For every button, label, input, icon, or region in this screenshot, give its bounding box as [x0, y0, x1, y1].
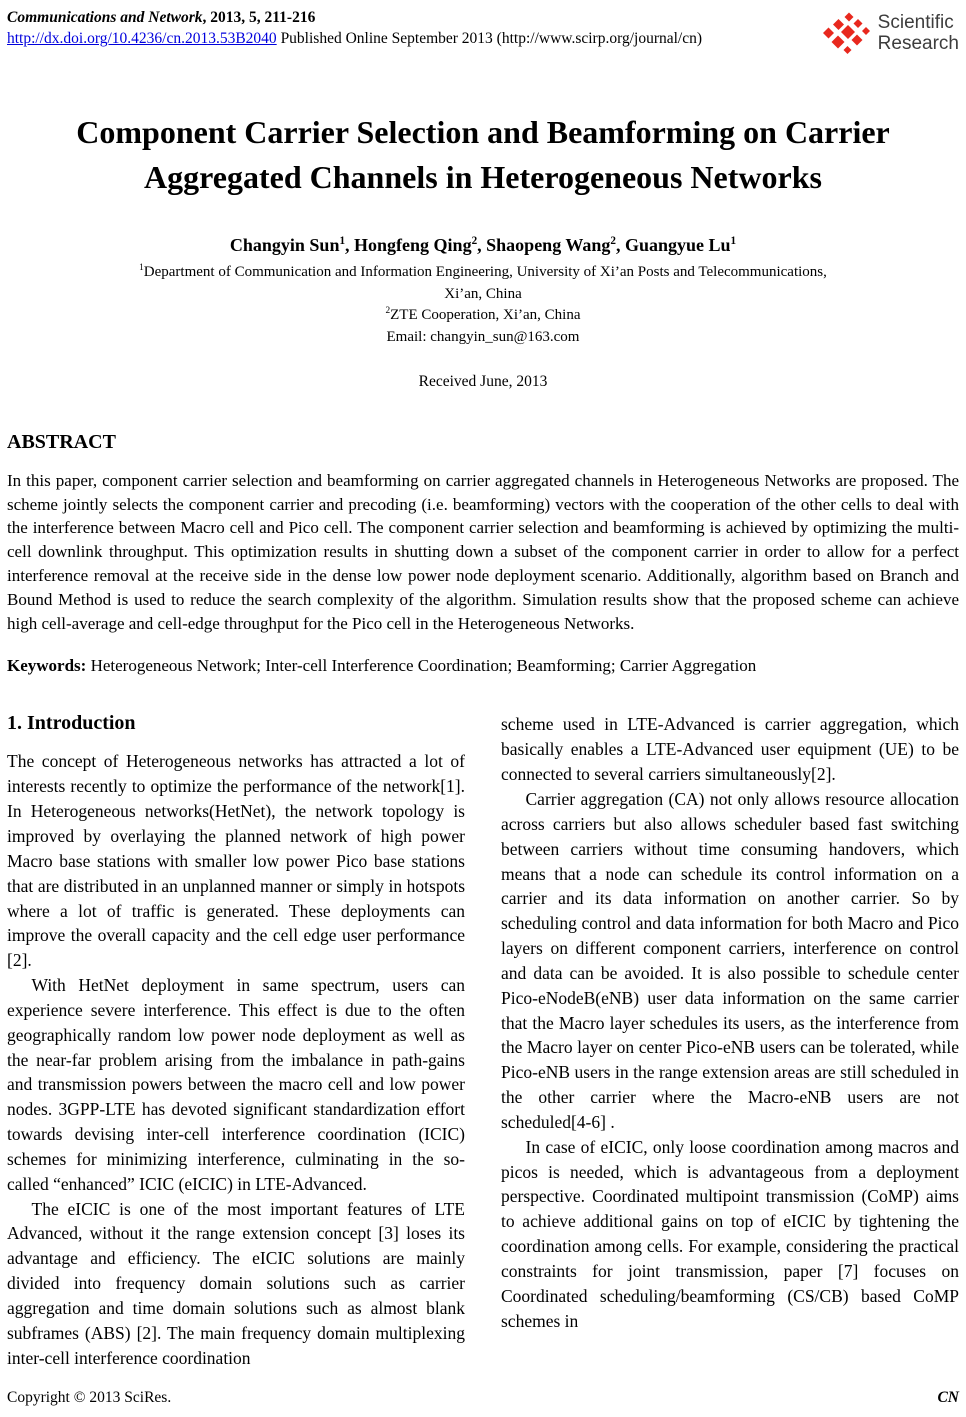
author-line: [7, 235, 959, 256]
keywords-text: Heterogeneous Network; Inter-cell Interference Coordination; Beamforming; Carrier Aggregation: [90, 656, 757, 676]
body-paragraph: In case of eICIC, only loose coordination among macros and picos is needed, which is advantageous from a deployment perspective. Coordinated multipoint transmission (CoMP) aims to achieve additional gains on top of eICIC by tightening the coordination among cells. For example, considering the practical constraints for joint transmission, paper [7] focuses on Coordinated scheduling/beamforming (CS/CB) based CoMP schemes in: [501, 1136, 959, 1331]
author-affil-sup: 1: [730, 234, 737, 247]
author-separator: ,: [477, 234, 487, 255]
publisher-logo: [822, 10, 959, 58]
affil-text: Xi’an, China: [444, 285, 522, 302]
body-paragraph: The concept of Heterogeneous networks has attracted a lot of interests recently to optimize the performance of the network[1]. In Heterogeneous networks(HetNet), the network topology is improved by overlaying the planned network of high power Macro base stations with smaller low power Pico base stations that are distributed in an unplanned manner or simply in hotspots where a lot of traffic is generated. These deployments can improve the overall capacity and the cell edge user performance [2].: [7, 751, 465, 971]
publisher-name-line1: Scientific: [877, 12, 954, 34]
author-affil-sup: 2: [471, 234, 478, 247]
abstract-text: In this paper, component carrier selection and beamforming on carrier aggregated channels in Heterogeneous Networks are proposed. The scheme jointly selects the component carrier and precoding (i.e. beamforming) vectors with the cooperation of the other cells to deal with the interference between Macro cell and Pico cell. The component carrier selection and beamforming is achieved by optimizing the multi-cell downlink throughput. This optimization results in shutting down a subset of the component carrier in order to allow for a perfect interference removal at the receive side in the dense low power node deployment scenario. Additionally, algorithm based on Branch and Bound Method is used to reduce the search complexity of the algorithm. Simulation results show that the proposed scheme can achieve high cell-average and cell-edge throughput for the Pico cell in the Heterogeneous Networks.: [7, 470, 959, 633]
author-name: Hongfeng Qing: [354, 234, 472, 255]
abstract-heading: ABSTRACT: [7, 430, 116, 453]
keywords-line: [7, 656, 959, 676]
journal-name: Communications and Network: [7, 9, 203, 26]
affiliations-block: [7, 262, 959, 349]
author-name: Guangyue Lu: [624, 234, 731, 255]
body-paragraph: With HetNet deployment in same spectrum, users can experience severe interference. This effect is due to the often geographically random low power node deployment as well as the near-far problem arising from the imbalance in path-gains and transmission powers between the macro cell and low power nodes. 3GPP-LTE has devoted significant standardization effort towards devising inter-cell interference coordination (ICIC) schemes for minimizing interference, culminating in the so-called “enhanced” ICIC (eICIC) in LTE-Advanced.: [7, 975, 465, 1194]
affiliation-line: [7, 305, 959, 327]
body-paragraph: Carrier aggregation (CA) not only allows resource allocation across carriers but also allows scheduler based fast switching between carriers without time consuming handovers, which means that a node can schedule its control information on a carrier and its data information on another carrier. So by scheduling control and data information for both Macro and Pico layers on different component carriers, interference on control and data can be avoided. It is also possible to schedule center Pico-eNodeB(eNB) user data information on the same carrier that the Macro layer schedules its users, as the interference from the Macro layer on center Pico-eNB users can be tolerated, while Pico-eNB users in the range extension areas are still scheduled in the other carrier where the Macro-eNB users are not scheduled[4-6] .: [501, 788, 959, 1132]
body-paragraph: The eICIC is one of the most important features of LTE Advanced, without it the range extension concept [3] loses its advantage and efficiency. The eICIC solutions are mainly divided into frequency domain solutions such as carrier aggregation and time domain solutions such as almost blank subframes (ABS) [2]. The main frequency domain multiplexing inter-cell interference coordination: [7, 1198, 465, 1368]
page-header: [7, 8, 959, 58]
author-separator: ,: [345, 234, 355, 255]
section-heading-introduction: 1. Introduction: [7, 712, 136, 735]
journal-issue-pages: , 2013, 5, 211-216: [202, 9, 316, 26]
journal-citation-line: [7, 8, 702, 29]
email-text: Email: changyin_sun@163.com: [386, 329, 580, 346]
keywords-label: Keywords:: [7, 656, 91, 676]
doi-line: [7, 29, 702, 50]
body-columns: [7, 712, 959, 1370]
copyright-text: Copyright © 2013 SciRes.: [7, 1389, 172, 1406]
page-footer: [7, 1389, 959, 1407]
doi-link[interactable]: http://dx.doi.org/10.4236/cn.2013.53B2040: [7, 29, 277, 47]
publisher-name: [878, 13, 959, 54]
author-affil-sup: 2: [610, 234, 616, 247]
affil-text: ZTE Cooperation, Xi’an, China: [390, 307, 581, 324]
affil-sup: 1: [139, 262, 144, 273]
affiliation-line: [7, 284, 959, 306]
affil-sup: 2: [385, 306, 391, 317]
email-line: [7, 327, 959, 349]
scirp-diamonds-icon: [822, 10, 874, 58]
author-separator: ,: [615, 234, 625, 255]
published-online-text: Published Online September 2013 (http://www.scirp.org/journal/cn): [276, 29, 703, 47]
paper-title: Component Carrier Selection and Beamforming on Carrier Aggregated Channels in Heterogeneous Networks: [76, 114, 890, 196]
body-paragraph: scheme used in LTE-Advanced is carrier aggregation, which basically enables a LTE-Advanced user equipment (UE) to be connected to several carriers simultaneously[2].: [501, 714, 959, 785]
journal-citation-block: [7, 8, 702, 50]
right-column: [501, 712, 959, 1370]
affiliation-line: [7, 262, 959, 284]
author-name: Shaopeng Wang: [486, 234, 611, 255]
affil-text: Department of Communication and Information Engineering, University of Xi’an Posts and Telecommunications,: [143, 263, 827, 280]
journal-abbreviation: CN: [937, 1389, 959, 1406]
left-column: [7, 712, 465, 1370]
publisher-name-line2: Research: [877, 33, 959, 54]
author-name: Changyin Sun: [229, 234, 340, 255]
received-date: Received June, 2013: [418, 372, 548, 390]
author-affil-sup: 1: [339, 234, 346, 247]
